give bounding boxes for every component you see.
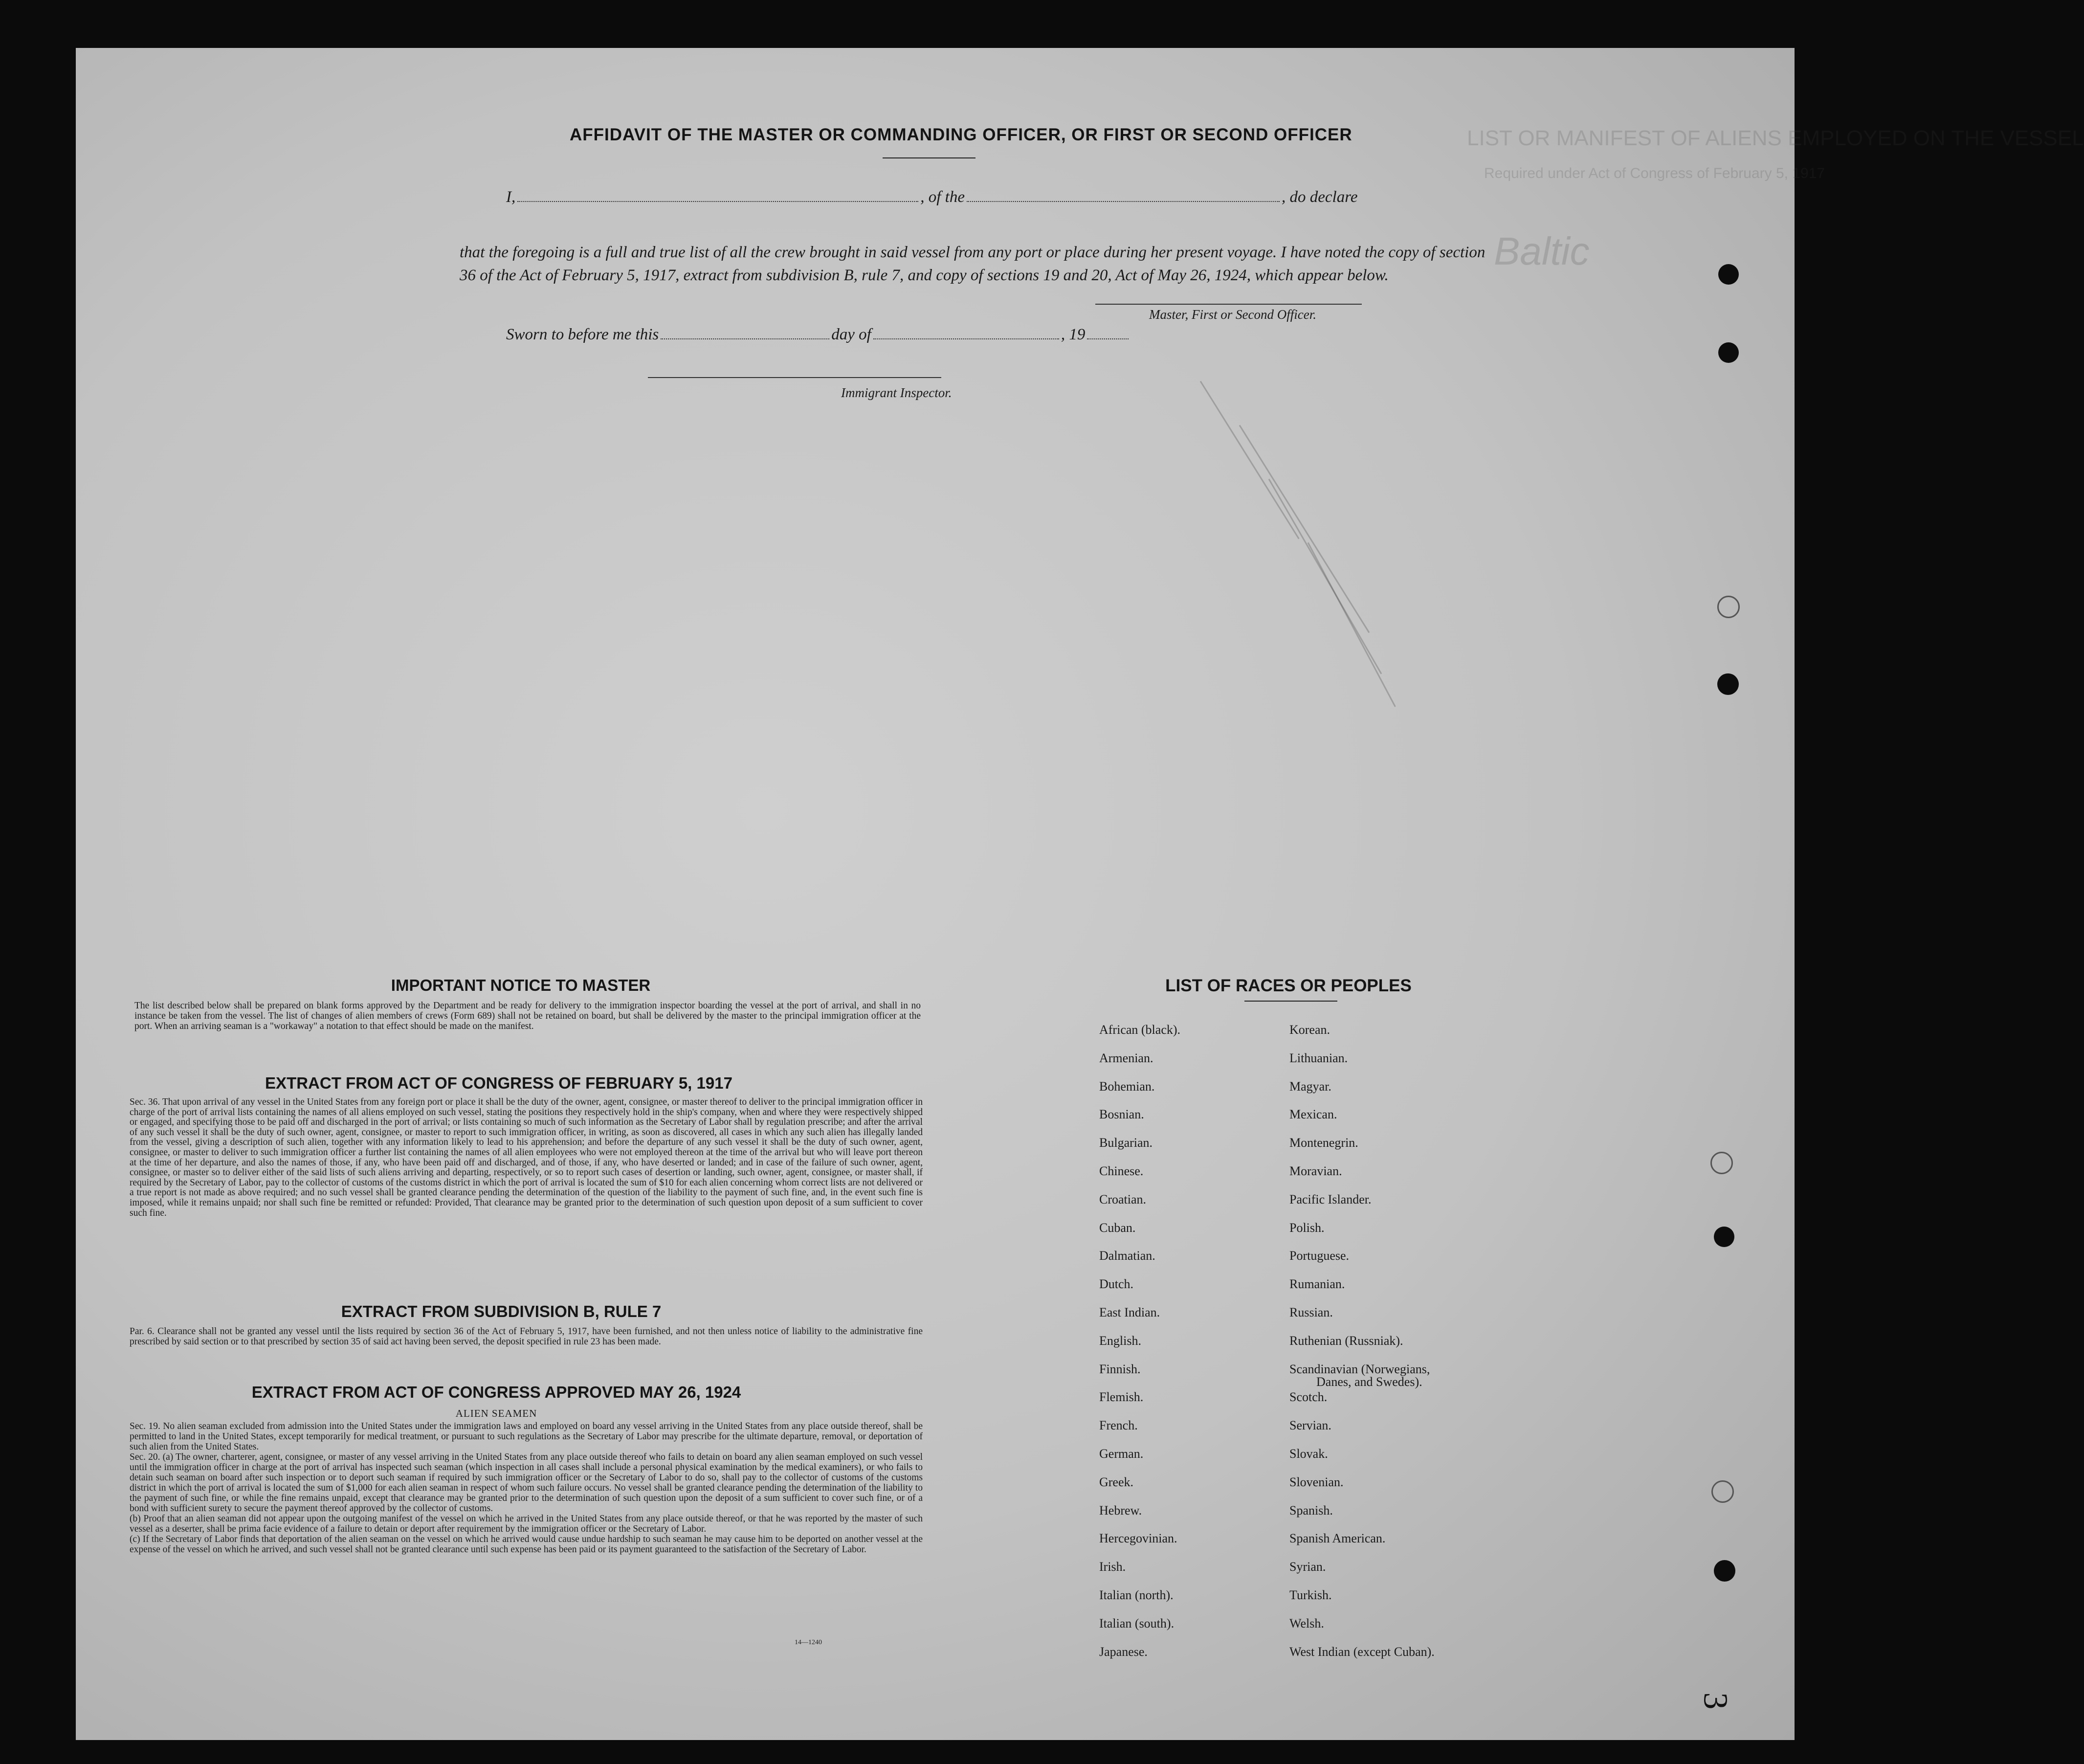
extract-rule7-heading: EXTRACT FROM SUBDIVISION B, RULE 7 <box>341 1302 662 1320</box>
race-item: East Indian. <box>1099 1305 1160 1319</box>
month-field-line <box>873 338 1059 339</box>
race-item: Rumanian. <box>1289 1277 1345 1292</box>
race-item: Welsh. <box>1289 1616 1324 1630</box>
race-item: Syrian. <box>1289 1560 1326 1574</box>
race-item: Hebrew. <box>1099 1503 1142 1518</box>
declaration-do-declare: , do declare <box>1281 188 1358 206</box>
inspector-signature-line <box>648 377 941 378</box>
race-item: German. <box>1099 1446 1144 1461</box>
bleed-through-mark <box>1239 425 1370 633</box>
race-item: Bosnian. <box>1099 1107 1144 1122</box>
master-label: Master, First or Second Officer. <box>1149 307 1316 322</box>
sworn-year: , 19 <box>1061 326 1086 343</box>
year-field-line <box>1087 338 1129 339</box>
day-field-line <box>661 338 829 339</box>
extract-1924-text <box>130 1421 923 1555</box>
race-item: English. <box>1099 1333 1141 1348</box>
race-item: West Indian (except Cuban). <box>1289 1644 1435 1659</box>
bleed-through-text: Required under Act of Congress of February 5, 1917 <box>1484 165 1825 181</box>
race-item: Pacific Islander. <box>1289 1192 1372 1206</box>
race-item: French. <box>1099 1418 1138 1433</box>
races-underline <box>1244 1001 1337 1002</box>
punch-hole <box>1714 1227 1734 1247</box>
race-item: Korean. <box>1289 1023 1330 1037</box>
races-column-2 <box>1289 1023 1544 1673</box>
bleed-through-mark <box>1308 542 1396 707</box>
race-item: Ruthenian (Russniak). <box>1289 1333 1403 1348</box>
notice-text: The list described below shall be prepared on blank forms approved by the Department and be ready for delivery to the immigration inspector boarding the vessel at the port of arrival, and shall in no instance be taken from the vessel. The list of changes of alien members of crews (Form 689) shall not be retained on board, but shall be delivered by the master to the principal immigration officer at the port. When an arriving seaman is a "workaway" a notation to that effect should be made on the manifest. <box>134 1001 921 1031</box>
race-item: Flemish. <box>1099 1390 1144 1405</box>
races-column-1 <box>1099 1023 1285 1673</box>
extract-1917-heading: EXTRACT FROM ACT OF CONGRESS OF FEBRUARY 5, 1917 <box>265 1074 732 1092</box>
race-item: African (black). <box>1099 1023 1181 1037</box>
title-underline <box>883 157 975 158</box>
declaration-of-the: , of the <box>920 188 965 206</box>
race-item: Spanish. <box>1289 1503 1333 1518</box>
race-item <box>1289 1362 1544 1390</box>
affidavit-paragraph: that the foregoing is a full and true list of all the crew brought in said vessel from any port or place during her present voyage. I have noted the copy of section 36 of the Act of February 5, 1917, extract from subdivision B, rule 7, and copy of sections 19 and 20, Act of May 26, 1924, which appear below. <box>460 244 1485 284</box>
race-item: Scotch. <box>1289 1390 1328 1405</box>
vessel-field-line <box>967 201 1280 202</box>
extract-1924-heading: EXTRACT FROM ACT OF CONGRESS APPROVED MAY 26, 1924 <box>251 1383 741 1401</box>
race-item: Cuban. <box>1099 1220 1136 1235</box>
race-item: Slovenian. <box>1289 1474 1344 1489</box>
punch-hole-outline <box>1717 596 1740 618</box>
punch-hole <box>1714 1560 1735 1582</box>
punch-hole <box>1718 342 1739 363</box>
race-item: Polish. <box>1289 1220 1325 1235</box>
race-item: Japanese. <box>1099 1644 1148 1659</box>
race-item: Lithuanian. <box>1289 1050 1348 1065</box>
declaration-line <box>506 188 1357 206</box>
race-item: Dutch. <box>1099 1277 1134 1292</box>
affidavit-title: AFFIDAVIT OF THE MASTER OR COMMANDING OFFICER, OR FIRST OR SECOND OFFICER <box>570 125 1352 144</box>
race-item: Irish. <box>1099 1560 1126 1574</box>
race-item: Turkish. <box>1289 1587 1332 1602</box>
bleed-through-mark <box>1200 381 1300 539</box>
punch-hole-outline <box>1711 1480 1734 1503</box>
bleed-through-text: LIST OR MANIFEST OF ALIENS EMPLOYED ON THE VESSEL <box>1467 126 2084 150</box>
race-item: Bohemian. <box>1099 1079 1155 1094</box>
extract-rule7-text: Par. 6. Clearance shall not be granted any vessel until the lists required by section 36 of the Act of February 5, 1917, have been furnished, and not then unless notice of liability to the administrative fine prescribed by said section or to that prescribed by section 35 of said act having been served, the deposit specified in rule 23 has been made. <box>130 1326 923 1347</box>
race-item: Italian (south). <box>1099 1616 1175 1630</box>
section-19: Sec. 19. No alien seaman excluded from admission into the United States under the immigration laws and employed on board any vessel arriving in the United States from any place outside thereof, shall be permitted to land in the United States, except temporarily for medical treatment, or pursuant to such regulations as the Secretary of Labor may prescribe for the ultimate departure, removal, or deportation of such alien from the United States. <box>130 1421 923 1452</box>
race-item: Spanish American. <box>1289 1531 1386 1546</box>
race-item: Chinese. <box>1099 1163 1144 1178</box>
punch-hole <box>1718 264 1739 285</box>
race-item: Croatian. <box>1099 1192 1147 1206</box>
section-20a: Sec. 20. (a) The owner, charterer, agent, consignee, or master of any vessel arriving in the United States from any place outside thereof who fails to detain on board any alien seaman employed on such vessel until the immigration officer in charge at the port of arrival has inspected such seaman (which inspection in all cases shall include a personal physical examination by the medical examiners), or who fails to detain such seaman on board after such inspection or to deport such seaman if required by such immigration officer or the Secretary of Labor to do so, shall pay to the collector of customs of the customs district in which the port of arrival is located the sum of $1,000 for each alien seaman in respect of whom such failure occurs. No vessel shall be granted clearance pending the determination of the liability to the payment of such fine, or while the fine remains unpaid, except that clearance may be granted prior to the determination of such question upon the deposit of a sum sufficient to cover such fine, or of a bond with sufficient surety to secure the payment thereof approved by the collector of customs. <box>130 1452 923 1514</box>
document-page <box>76 48 2084 1740</box>
alien-seamen-subheading: ALIEN SEAMEN <box>455 1407 537 1419</box>
race-item: Magyar. <box>1289 1079 1331 1094</box>
section-20c: (c) If the Secretary of Labor finds that deportation of the alien seaman on the vessel on which he arrived would cause undue hardship to such seaman he may cause him to be deported on another vessel at the expense of the vessel on which he arrived, and such vessel shall not be granted clearance until such expense has been paid or its payment guaranteed to the satisfaction of the Secretary of Labor. <box>130 1534 923 1555</box>
race-item: Slovak. <box>1289 1446 1328 1461</box>
punch-hole <box>1717 673 1739 695</box>
race-item-line: Danes, and Swedes). <box>1316 1374 1422 1389</box>
race-item: Hercegovinian. <box>1099 1531 1177 1546</box>
race-item: Servian. <box>1289 1418 1331 1433</box>
race-item: Finnish. <box>1099 1362 1141 1376</box>
name-field-line <box>517 201 918 202</box>
corner-mark: 3 <box>1696 1692 1734 1710</box>
sworn-line <box>506 326 1131 344</box>
race-item: Russian. <box>1289 1305 1333 1319</box>
race-item: Armenian. <box>1099 1050 1153 1065</box>
race-item: Italian (north). <box>1099 1587 1174 1602</box>
sworn-prefix: Sworn to before me this <box>506 326 659 343</box>
notice-heading: IMPORTANT NOTICE TO MASTER <box>391 976 651 994</box>
races-heading: LIST OF RACES OR PEOPLES <box>1165 976 1412 995</box>
race-item: Dalmatian. <box>1099 1249 1155 1263</box>
master-signature-line <box>1095 304 1362 305</box>
race-item: Montenegrin. <box>1289 1136 1358 1150</box>
race-item-line: Scandinavian (Norwegians, <box>1289 1362 1430 1376</box>
race-item: Greek. <box>1099 1474 1134 1489</box>
declaration-i: I, <box>506 188 516 206</box>
punch-hole-outline <box>1710 1152 1733 1174</box>
section-20b: (b) Proof that an alien seaman did not appear upon the outgoing manifest of the vessel on which he arrived in the United States from any place outside thereof, or that he was reported by the master of such vessel as a deserter, shall be prima facie evidence of a failure to detain or deport after requirement by the immigration officer or the Secretary of Labor. <box>130 1514 923 1534</box>
race-item: Bulgarian. <box>1099 1136 1153 1150</box>
race-item: Portuguese. <box>1289 1249 1350 1263</box>
race-item: Mexican. <box>1289 1107 1337 1122</box>
inspector-label: Immigrant Inspector. <box>841 385 952 400</box>
sworn-day-of: day of <box>831 326 871 343</box>
extract-1917-text: Sec. 36. That upon arrival of any vessel in the United States from any foreign port or place it shall be the duty of the owner, agent, consignee, or master thereof to deliver to the principal immigration officer in charge of the port of arrival lists containing the names of all aliens employed on such vessel, stating the positions they respectively hold in the ship's company, when and where they were respectively shipped or engaged, and specifying those to be paid off and discharged in the port of arrival; or lists containing so much of such information as the Secretary of Labor shall by regulation prescribe; and after the arrival of any such vessel it shall be the duty of such owner, agent, consignee, or master to report to such immigration officer, in writing, as soon as discovered, all cases in which any such alien has illegally landed from the vessel, giving a description of such alien, together with any information likely to lead to his apprehension; and before the departure of any such vessel it shall be the duty of such owner, agent, consignee, or master to deliver to such immigration officer a further list containing the names of all alien employees who were not employed thereon at the time of the arrival but who will leave port thereon at the time of her departure, and also the names of those, if any, who have been paid off and discharged, and of those, if any, who have deserted or landed; and in case of the failure of such owner, agent, consignee, or master so to deliver either of the said lists of such aliens arriving and departing, respectively, or so to report such cases of desertion or landing, such owner, agent, consignee, or master shall, if required by the Secretary of Labor, pay to the collector of customs of the customs district in which the port of arrival is located the sum of $10 for each alien concerning whom correct lists are not delivered or a true report is not made as above required; and no such vessel shall be granted clearance pending the determination of the question of the liability to the payment of such fine, and, in the event such fine is imposed, while it remains unpaid; nor shall such fine be remitted or refunded: Provided, That clearance may be granted prior to the determination of such question upon deposit of a sum sufficient to cover such fine. <box>130 1097 923 1218</box>
bleed-through-text: Baltic <box>1494 229 1590 273</box>
race-item: Moravian. <box>1289 1163 1342 1178</box>
form-number: 14—1240 <box>795 1639 822 1646</box>
